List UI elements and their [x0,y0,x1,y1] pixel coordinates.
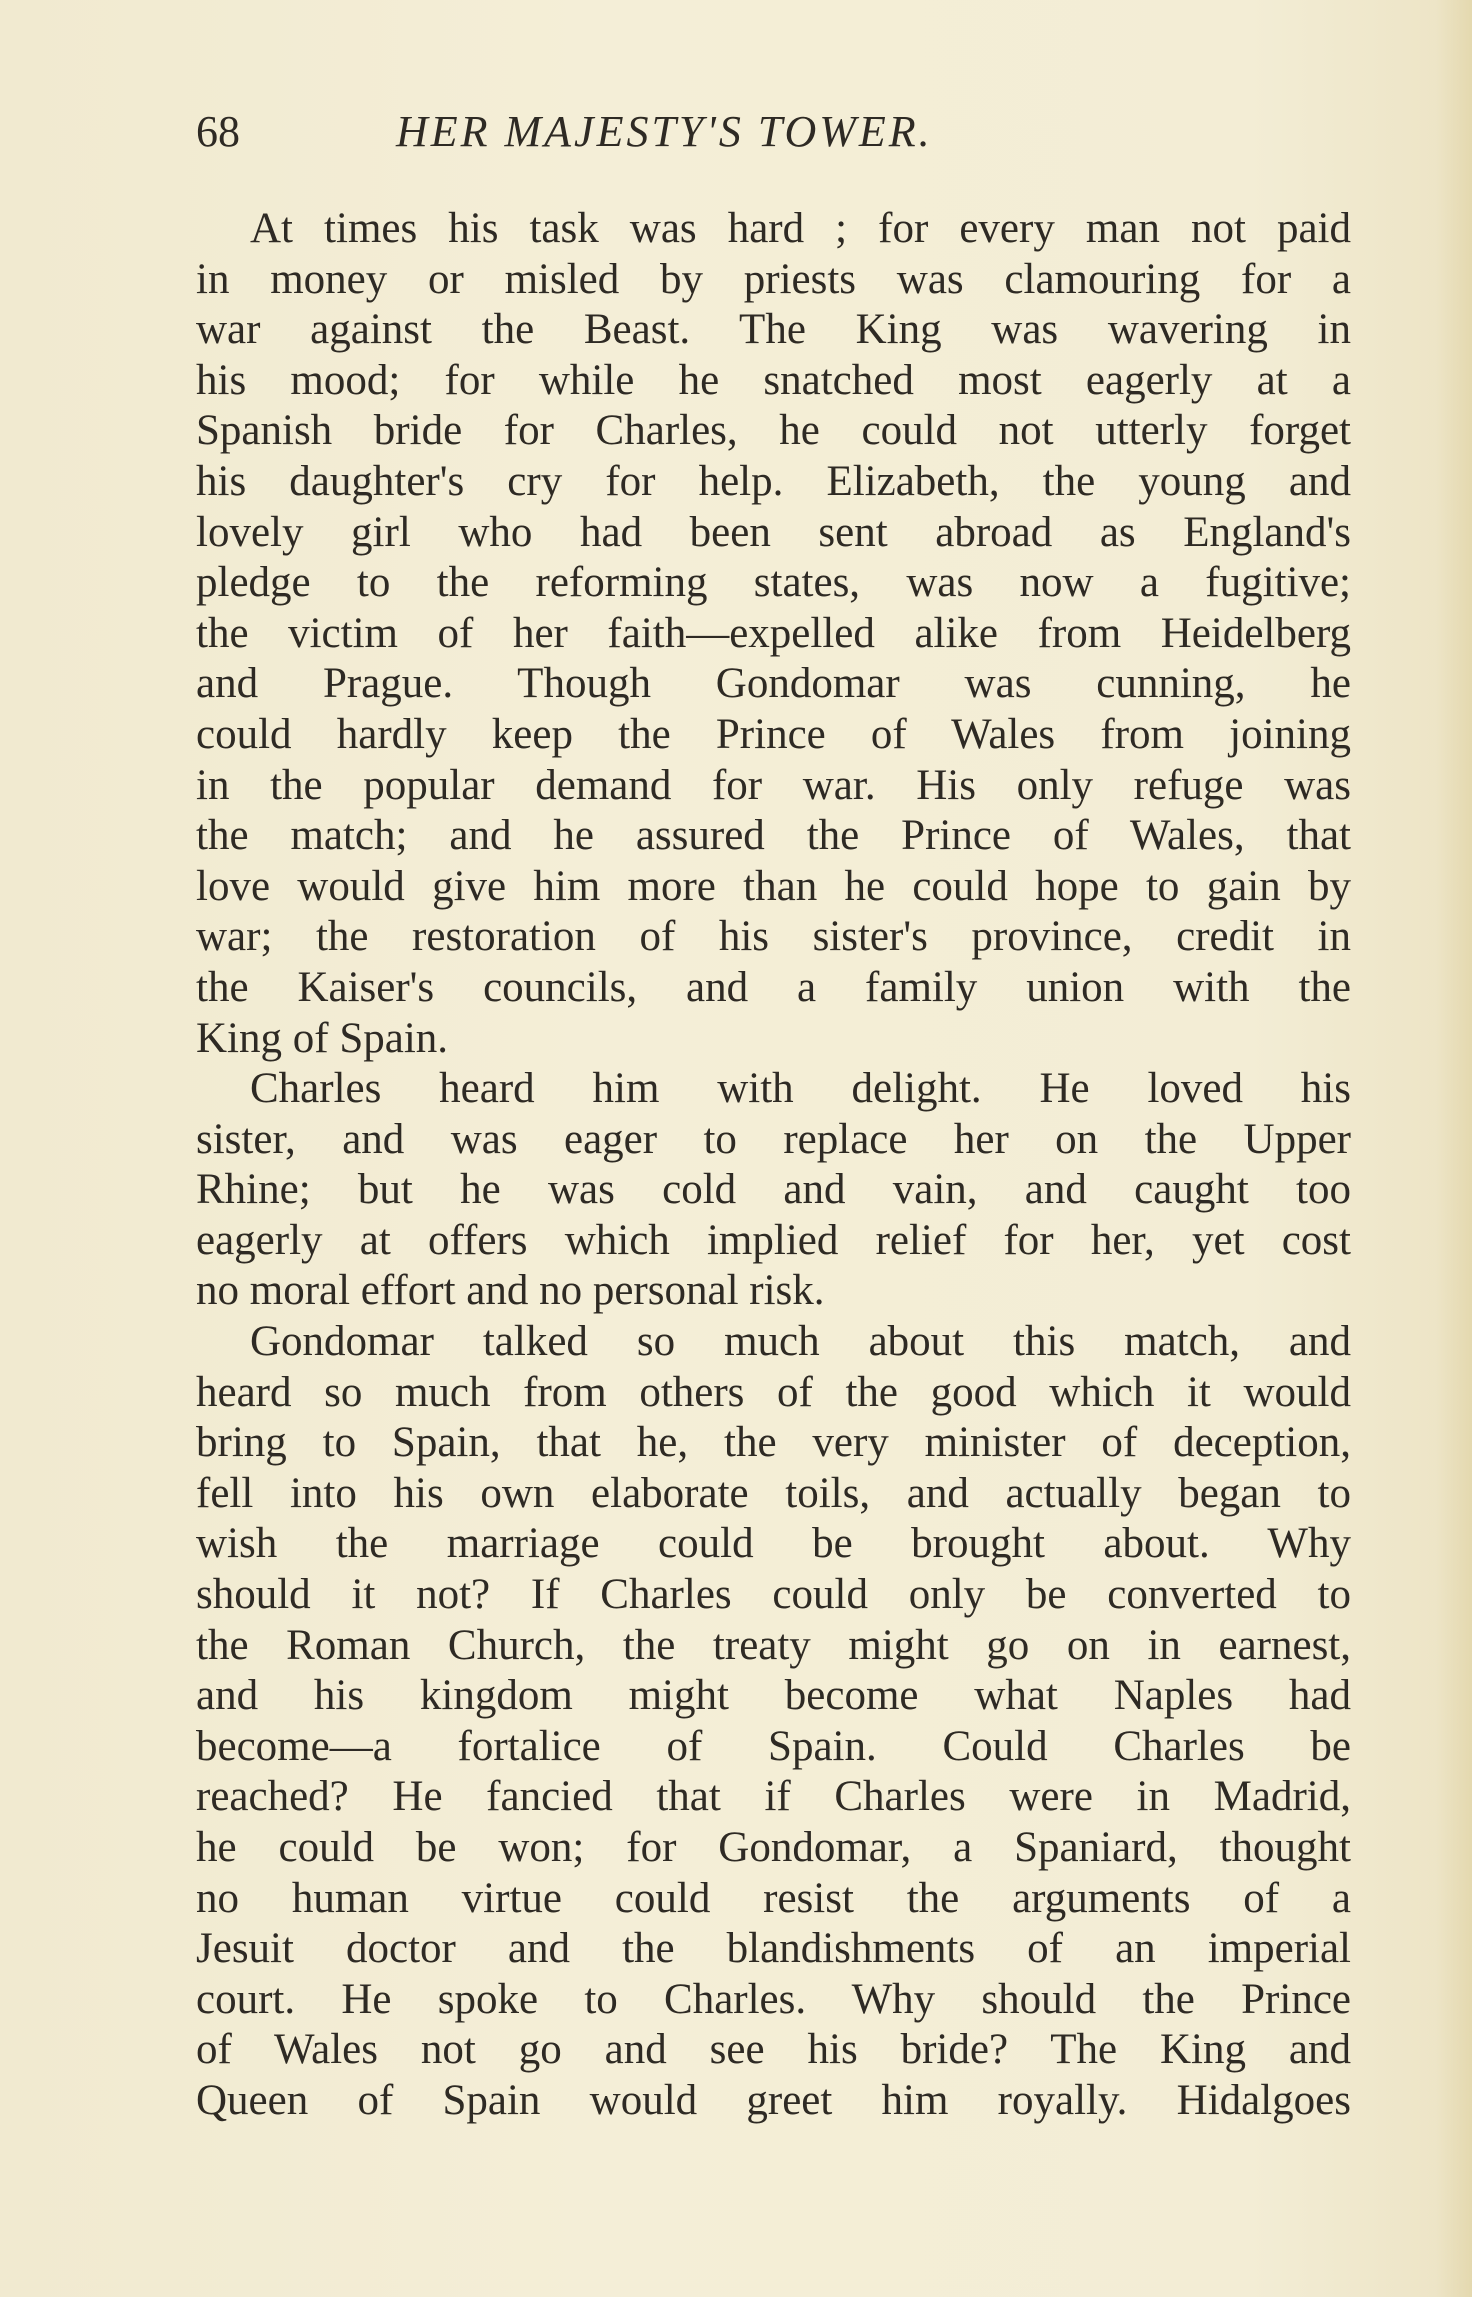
text-line: eagerly at offers which implied relief for her, yet cost [196,1216,1351,1264]
text-line: the Roman Church, the treaty might go on in earnest, [196,1621,1351,1669]
text-line: Queen of Spain would greet him royally. Hidalgoes [196,2076,1351,2124]
text-line: pledge to the reforming states, was now a fugitive; [196,559,1351,607]
running-head [196,97,1346,167]
text-line: Spanish bride for Charles, he could not utterly forget [196,407,1351,455]
text-line: war; the restoration of his sister's province, credit in [196,913,1351,961]
text-line: the victim of her faith—expelled alike from Heidelberg [196,609,1351,657]
text-line: the match; and he assured the Prince of Wales, that [196,812,1351,860]
text-line: become—a fortalice of Spain. Could Charles be [196,1722,1351,1770]
page-edge-shading [1436,0,1472,2297]
text-line: Charles heard him with delight. He loved his [250,1065,1351,1113]
text-line: lovely girl who had been sent abroad as England's [196,508,1351,556]
text-line: King of Spain. [196,1014,449,1062]
text-line: he could be won; for Gondomar, a Spaniard, thought [196,1824,1351,1871]
text-line: his mood; for while he snatched most eagerly at a [196,356,1351,404]
text-line: the Kaiser's councils, and a family union with the [196,963,1351,1011]
text-line: At times his task was hard ; for every man not paid [250,205,1351,252]
text-line: war against the Beast. The King was wavering in [196,306,1351,354]
text-line: Gondomar talked so much about this match, and [250,1318,1351,1366]
text-line: of Wales not go and see his bride? The King and [196,2026,1351,2074]
text-line: his daughter's cry for help. Elizabeth, the young and [196,457,1351,505]
text-line: Jesuit doctor and the blandishments of an imperial [196,1925,1351,1973]
text-line: fell into his own elaborate toils, and actually began to [196,1469,1351,1517]
text-line: reached? He fancied that if Charles were in Madrid, [196,1773,1351,1821]
text-line: could hardly keep the Prince of Wales from joining [196,710,1351,758]
running-title: HER MAJESTY'S TOWER. [396,107,933,156]
text-line: love would give him more than he could hope to gain by [196,862,1351,910]
text-line: no moral effort and no personal risk. [196,1267,825,1315]
text-line: sister, and was eager to replace her on the Upper [196,1115,1351,1163]
text-line: Rhine; but he was cold and vain, and caught too [196,1166,1351,1214]
text-line: heard so much from others of the good which it would [196,1368,1351,1416]
text-line: no human virtue could resist the arguments of a [196,1874,1351,1922]
text-line: wish the marriage could be brought about. Why [196,1520,1351,1568]
text-line: court. He spoke to Charles. Why should the Prince [196,1975,1351,2023]
text-line: in the popular demand for war. His only refuge was [196,761,1351,809]
text-line: bring to Spain, that he, the very minister of deception, [196,1419,1351,1467]
text-line: and his kingdom might become what Naples had [196,1672,1351,1720]
text-line: in money or misled by priests was clamouring for a [196,255,1351,303]
text-line: should it not? If Charles could only be converted to [196,1571,1351,1619]
page-number: 68 [196,107,240,156]
text-line: and Prague. Though Gondomar was cunning, he [196,660,1351,708]
body-text [196,204,1351,2127]
